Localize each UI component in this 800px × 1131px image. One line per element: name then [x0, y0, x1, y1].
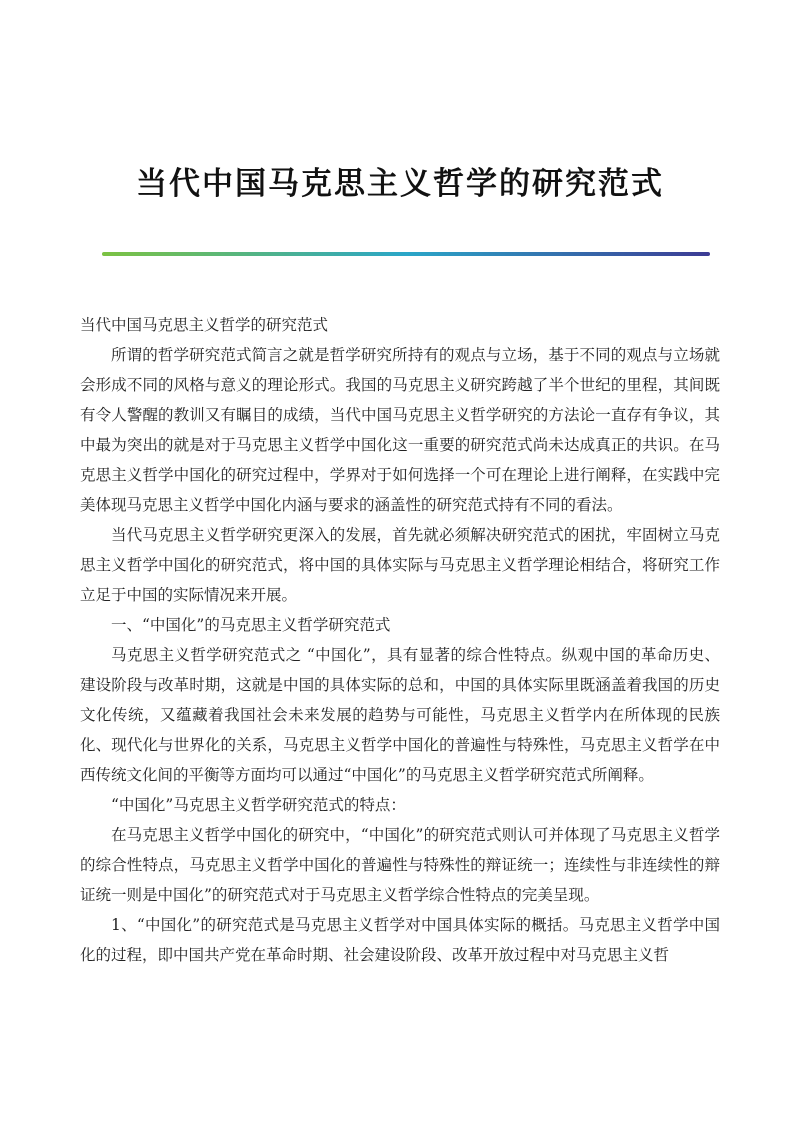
- paragraph-point-1: 1、“中国化”的研究范式是马克思主义哲学对中国具体实际的概括。马克思主义哲学中国化的过程，即中国共产党在革命时期、社会建设阶段、改革开放过程中对马克思主义哲: [80, 916, 720, 964]
- document-body: [80, 310, 720, 970]
- paragraph-comprehensive: 马克思主义哲学研究范式之 “中国化”，具有显著的综合性特点。纵观中国的革命历史、建设阶段与改革时期，这就是中国的具体实际的总和，中国的具体实际里既涵盖着我国的历史文化传统，又蕴藏着我国社会未来发展的趋势与可能性，马克思主义哲学内在所体现的民族化、现代化与世界化的关系，马克思主义哲学中国化的普遍性与特殊性，马克思主义哲学在中西传统文化间的平衡等方面均可以通过“中国化”的马克思主义哲学研究范式所阐释。: [80, 646, 720, 784]
- paragraph-definition: 所谓的哲学研究范式简言之就是哲学研究所持有的观点与立场，基于不同的观点与立场就会形成不同的风格与意义的理论形式。我国的马克思主义研究跨越了半个世纪的里程，其间既有令人警醒的教训又有瞩目的成绩，当代中国马克思主义哲学研究的方法论一直存有争议，其中最为突出的就是对于马克思主义哲学中国化这一重要的研究范式尚未达成真正的共识。在马克思主义哲学中国化的研究过程中，学界对于如何选择一个可在理论上进行阐释，在实践中完美体现马克思主义哲学中国化内涵与要求的涵盖性的研究范式持有不同的看法。: [80, 346, 720, 514]
- section-heading-1: 一、“中国化”的马克思主义哲学研究范式: [111, 616, 391, 634]
- paragraph-development: 当代马克思主义哲学研究更深入的发展，首先就必须解决研究范式的困扰，牢固树立马克思主义哲学中国化的研究范式，将中国的具体实际与马克思主义哲学理论相结合，将研究工作立足于中国的实际情况来开展。: [80, 526, 720, 604]
- subheading-features: “中国化”马克思主义哲学研究范式的特点：: [111, 796, 406, 814]
- document-title: 当代中国马克思主义哲学的研究范式: [136, 166, 664, 202]
- paragraph-features: 在马克思主义哲学中国化的研究中，“中国化”的研究范式则认可并体现了马克思主义哲学的综合性特点，马克思主义哲学中国化的普遍性与特殊性的辩证统一；连续性与非连续性的辩证统一则是中国化”的研究范式对于马克思主义哲学综合性特点的完美呈现。: [80, 826, 720, 904]
- document-subtitle: 当代中国马克思主义哲学的研究范式: [80, 316, 329, 334]
- title-divider: [102, 252, 710, 256]
